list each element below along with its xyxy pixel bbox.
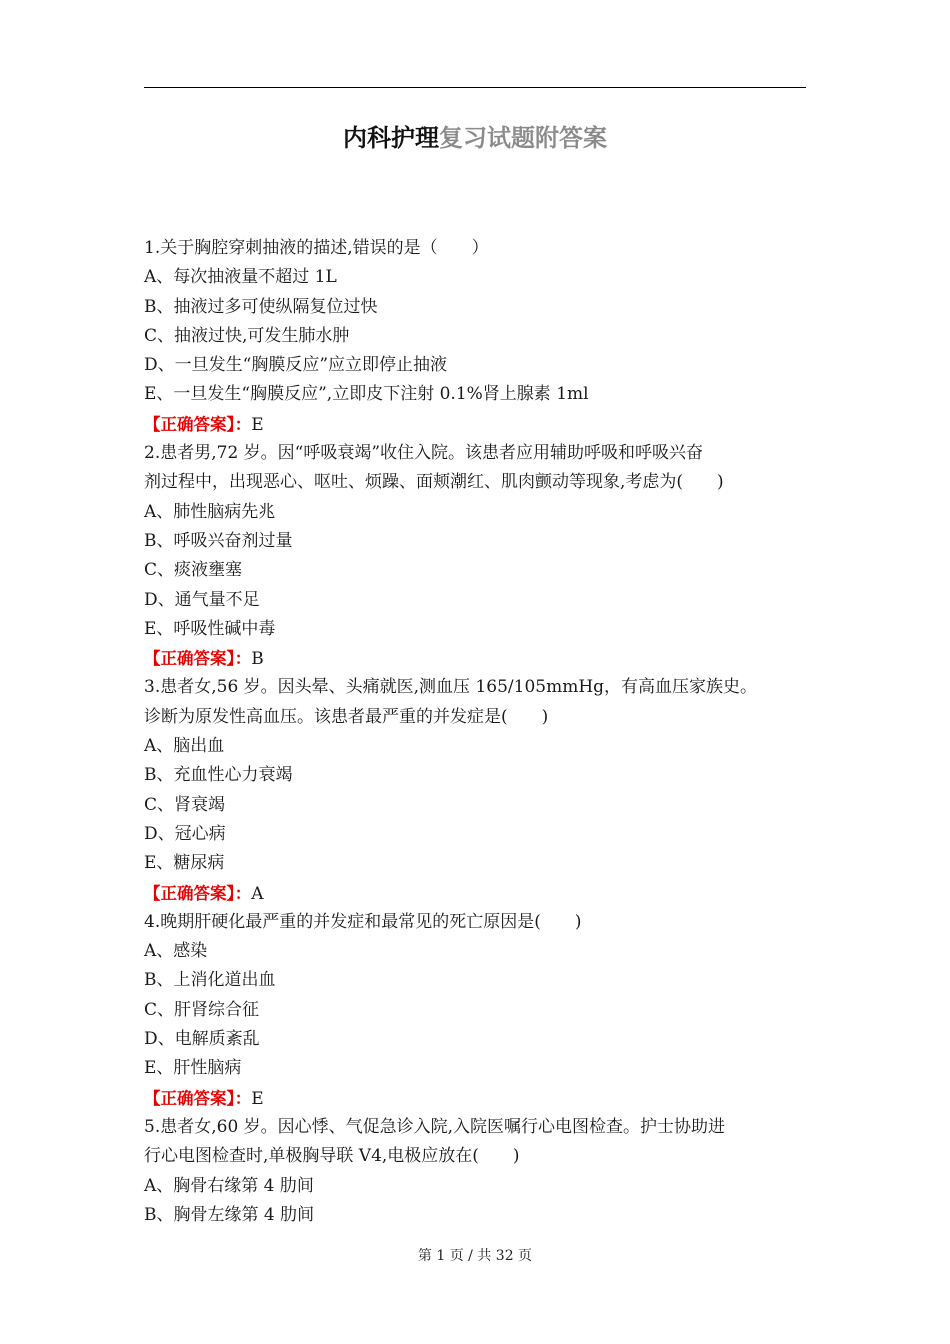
- option-a: A、肺性脑病先兆: [144, 501, 276, 522]
- option-c: C、痰液壅塞: [144, 560, 243, 581]
- answer-value: A: [251, 883, 264, 904]
- question-stem: 5.患者女,60 岁。因心悸、气促急诊入院,入院医嘱行心电图检查。护士协助进: [144, 1116, 726, 1137]
- option-d: D、电解质紊乱: [144, 1029, 260, 1050]
- answer-value: E: [251, 1088, 264, 1109]
- option-d: D、一旦发生“胸膜反应”应立即停止抽液: [144, 355, 448, 376]
- option-b: B、呼吸兴奋剂过量: [144, 530, 293, 551]
- answer-value: E: [251, 414, 264, 435]
- answer-label: 【正确答案】：: [144, 883, 252, 903]
- title-main: 内科护理: [343, 123, 439, 152]
- answer-row: [144, 644, 808, 673]
- option-b: B、充血性心力衰竭: [144, 765, 293, 786]
- option-b: B、抽液过多可使纵隔复位过快: [144, 296, 378, 317]
- question-stem-cont: 行心电图检查时,单极胸导联 V4,电极应放在( ): [144, 1146, 520, 1167]
- option-e: E、糖尿病: [144, 853, 225, 874]
- option-a: A、每次抽液量不超过 1L: [144, 267, 337, 288]
- option-d: D、通气量不足: [144, 589, 260, 610]
- option-b: B、上消化道出血: [144, 970, 276, 991]
- answer-label: 【正确答案】：: [144, 1088, 252, 1108]
- page-footer: 第 1 页 / 共 32 页: [417, 1248, 533, 1264]
- option-a: A、胸骨右缘第 4 肋间: [144, 1175, 314, 1196]
- option-c: C、抽液过快,可发生肺水肿: [144, 325, 350, 346]
- option-b: B、胸骨左缘第 4 肋间: [144, 1204, 315, 1225]
- answer-label: 【正确答案】：: [144, 414, 252, 434]
- answer-label: 【正确答案】：: [144, 649, 252, 669]
- question-stem: 3.患者女,56 岁。因头晕、头痛就医,测血压 165/105mmHg，有高血压家族史。: [144, 677, 758, 698]
- question-stem: 4.晚期肝硬化最严重的并发症和最常见的死亡原因是( ): [144, 911, 582, 932]
- question-stem-cont: 诊断为原发性高血压。该患者最严重的并发症是( ): [144, 706, 549, 727]
- title-rest: 复习试题附答案: [439, 123, 607, 152]
- option-e: E、肝性脑病: [144, 1058, 242, 1079]
- page-title: [0, 118, 950, 153]
- option-d: D、冠心病: [144, 823, 226, 844]
- answer-row: [144, 1084, 808, 1113]
- option-e: E、一旦发生“胸膜反应”,立即皮下注射 0.1%肾上腺素 1ml: [144, 384, 589, 405]
- option-c: C、肾衰竭: [144, 794, 226, 815]
- option-a: A、感染: [144, 941, 208, 962]
- question-list: [144, 234, 808, 1230]
- option-c: C、肝肾综合征: [144, 999, 260, 1020]
- question-stem: 1.关于胸腔穿刺抽液的描述,错误的是（ ）: [144, 238, 489, 258]
- option-a: A、脑出血: [144, 736, 225, 757]
- question-stem: 2.患者男,72 岁。因“呼吸衰竭”收住入院。该患者应用辅助呼吸和呼吸兴奋: [144, 443, 704, 464]
- option-e: E、呼吸性碱中毒: [144, 618, 276, 639]
- question-stem-cont: 剂过程中，出现恶心、呕吐、烦躁、面颊潮红、肌肉颤动等现象,考虑为( ): [144, 472, 724, 493]
- answer-value: B: [251, 649, 264, 670]
- header-rule: [144, 87, 806, 88]
- answer-row: [144, 879, 808, 908]
- answer-row: [144, 410, 808, 439]
